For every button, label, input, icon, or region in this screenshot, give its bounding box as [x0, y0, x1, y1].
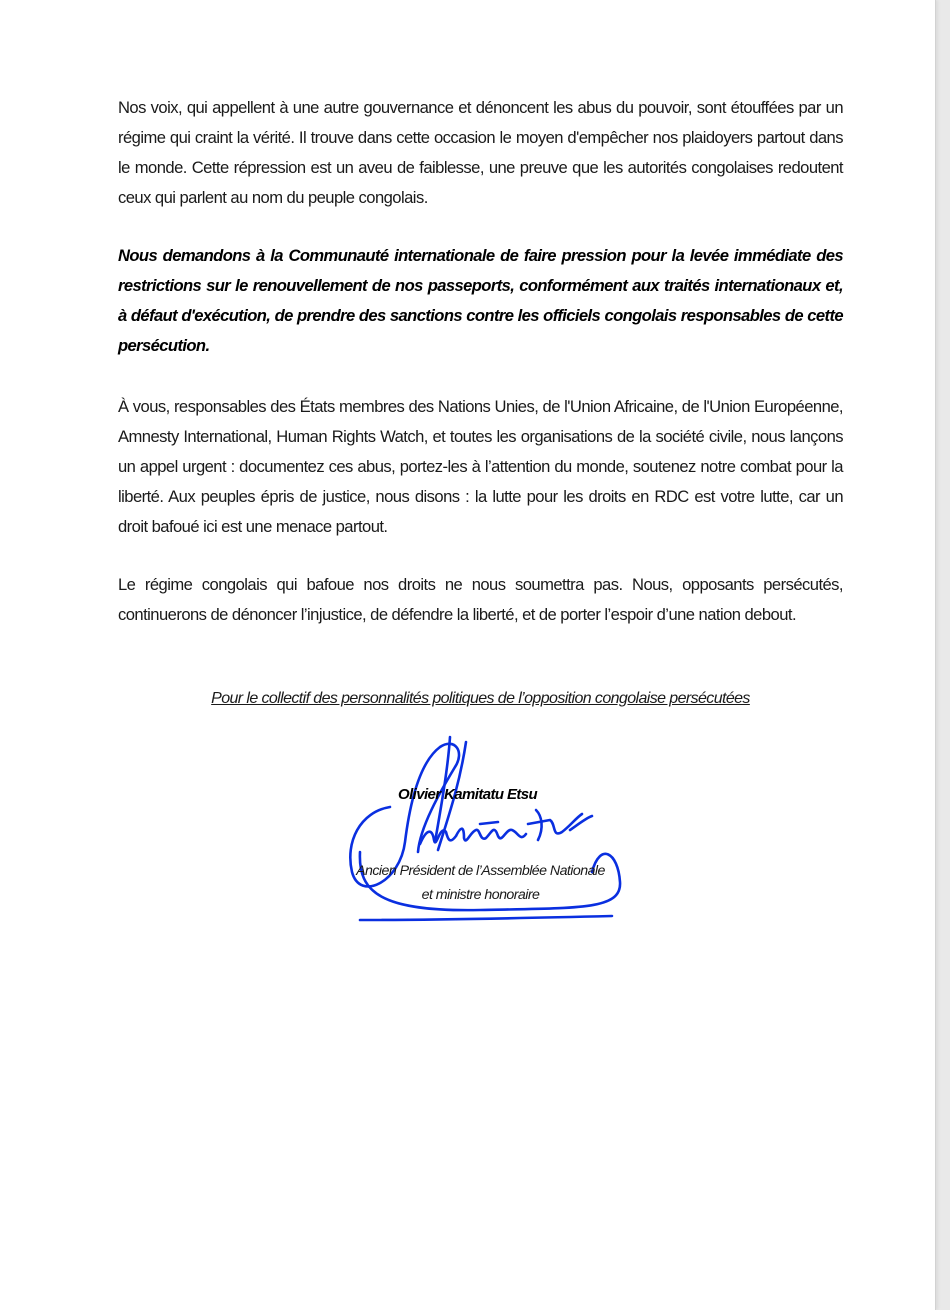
- collective-line: Pour le collectif des personnalités politiques de l’opposition congolaise persécutées: [211, 690, 750, 707]
- paragraph-voices: Nos voix, qui appellent à une autre gouvernance et dénoncent les abus du pouvoir, sont étouffées par un régime qui craint la vérité. Il trouve dans cette occasion le moyen d'empêcher nos plaidoyers partout dans le monde. Cette répression est un aveu de faiblesse, une preuve que les autorités congolaises redoutent ceux qui parlent au nom du peuple congolais.: [118, 98, 843, 207]
- signer-title-line-1: Ancien Président de l’Assemblée Nationale: [356, 863, 605, 879]
- paragraph-demand: Nous demandons à la Communauté internationale de faire pression pour la levée immédiate des restrictions sur le renouvellement de nos passeports, conformément aux traités internationaux et, à défaut d'exécution, de prendre des sanctions contre les officiels congolais responsables de cette persécution.: [118, 246, 843, 355]
- signer-name: Olivier Kamitatu Etsu: [398, 786, 538, 803]
- paragraph-appeal: À vous, responsables des États membres des Nations Unies, de l'Union Africaine, de l'Union Européenne, Amnesty International, Human Rights Watch, et toutes les organisations de la société civile, nous lançons un appel urgent : documentez ces abus, portez-les à l’attention du monde, soutenez notre combat pour la liberté. Aux peuples épris de justice, nous disons : la lutte pour les droits en RDC est votre lutte, car un droit bafoué ici est une menace partout.: [118, 397, 843, 536]
- paragraph-closing: Le régime congolais qui bafoue nos droits ne nous soumettra pas. Nous, opposants persécutés, continuerons de dénoncer l’injustice, de défendre la liberté, et de porter l’espoir d’une nation debout.: [118, 575, 843, 624]
- signer-title-line-2: et ministre honoraire: [421, 887, 540, 903]
